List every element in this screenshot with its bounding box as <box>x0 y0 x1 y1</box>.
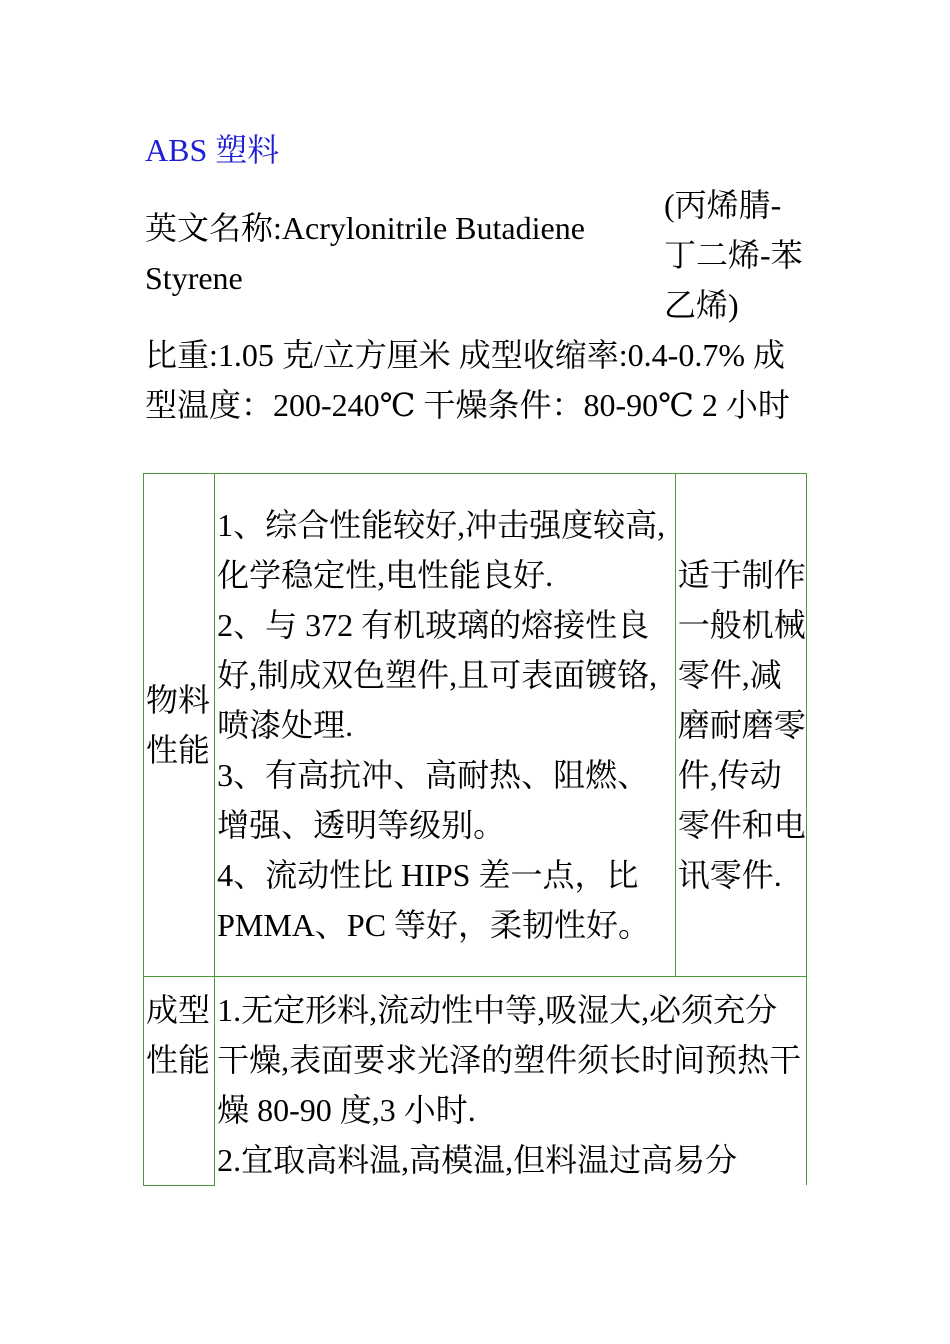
molding-item-1: 1.无定形料,流动性中等,吸湿大,必须充分干燥,表面要求光泽的塑件须长时间预热干燥 80-90 度,3 小时. <box>217 992 802 1128</box>
material-item-2: 2、与 372 有机玻璃的熔接性良好,制成双色塑件,且可表面镀铬,喷漆处理. <box>217 607 658 743</box>
table-row-molding-properties <box>144 977 807 1186</box>
specs-paragraph: 比重:1.05 克/立方厘米 成型收缩率:0.4-0.7% 成型温度：200-240℃ 干燥条件：80-90℃ 2 小时 <box>145 337 790 423</box>
page-title: ABS 塑料 <box>145 132 280 168</box>
molding-item-2: 2.宜取高料温,高模温,但料温过高易分 <box>217 1142 738 1178</box>
material-item-1: 1、综合性能较好,冲击强度较高,化学稳定性,电性能良好. <box>217 507 666 593</box>
molding-properties-cell <box>215 977 807 1186</box>
row-label-text: 物料性能 <box>146 682 211 768</box>
material-item-4: 4、流动性比 HIPS 差一点，比 PMMA、PC 等好，柔韧性好。 <box>217 857 651 943</box>
english-name: 英文名称:Acrylonitrile Butadiene Styrene <box>145 210 585 296</box>
properties-table <box>143 473 807 1186</box>
row-label-material <box>144 474 215 977</box>
material-properties-cell <box>215 474 676 977</box>
row-label-text: 成型性能 <box>146 992 211 1078</box>
usage-cell <box>675 474 806 977</box>
material-item-3: 3、有高抗冲、高耐热、阻燃、增强、透明等级别。 <box>217 757 650 843</box>
usage-text: 适于制作一般机械零件,减磨耐磨零件,传动零件和电讯零件. <box>677 557 806 893</box>
row-label-molding <box>144 977 215 1186</box>
table-row-material-properties <box>144 474 807 977</box>
chinese-name: (丙烯腈-丁二烯-苯乙烯) <box>664 187 803 323</box>
